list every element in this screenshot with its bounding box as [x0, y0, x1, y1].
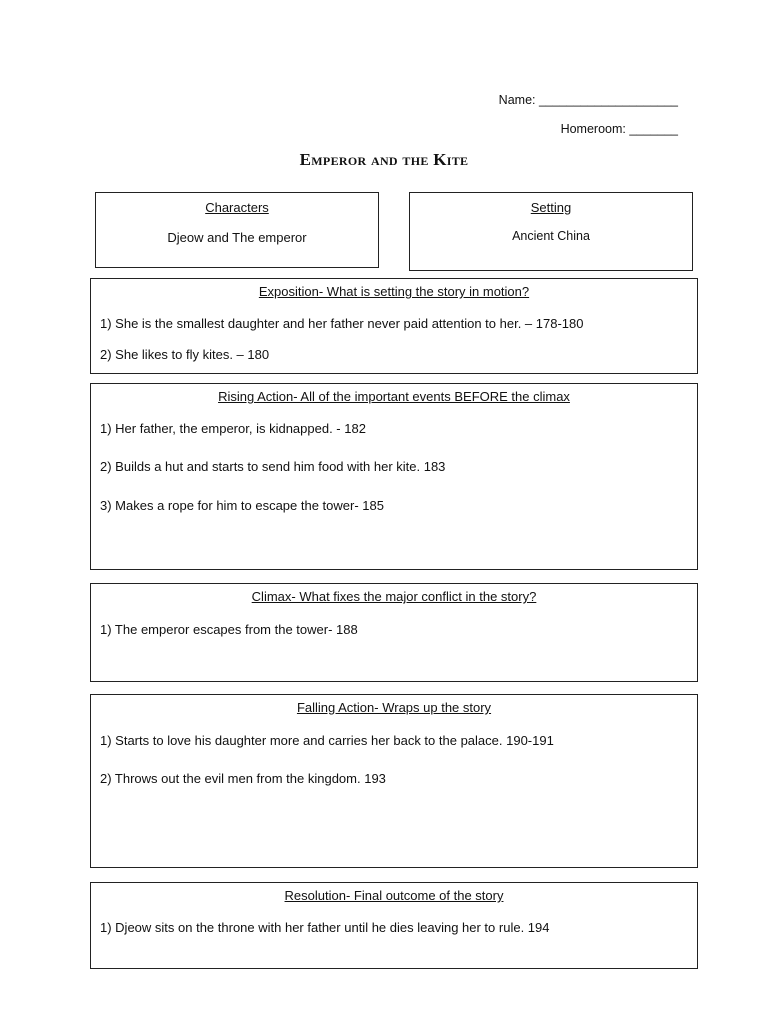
falling-action-box: [90, 694, 698, 868]
characters-heading: Characters: [205, 200, 269, 215]
worksheet-title: Emperor and the Kite: [299, 150, 469, 169]
exposition-item: 1) She is the smallest daughter and her father never paid attention to her. – 178-180: [100, 316, 584, 331]
name-field-line: Name: ____________________: [498, 93, 678, 107]
characters-value: Djeow and The emperor: [167, 230, 307, 245]
exposition-heading: Exposition- What is setting the story in motion?: [258, 284, 530, 299]
resolution-item: 1) Djeow sits on the throne with her father until he dies leaving her to rule. 194: [100, 920, 550, 935]
resolution-heading: Resolution- Final outcome of the story: [284, 888, 504, 903]
falling-action-item: 1) Starts to love his daughter more and carries her back to the palace. 190-191: [100, 733, 554, 748]
homeroom-field-line: Homeroom: _______: [560, 122, 678, 136]
resolution-box: [90, 882, 698, 969]
setting-heading: Setting: [530, 200, 572, 215]
exposition-box: [90, 278, 698, 374]
climax-item: 1) The emperor escapes from the tower- 188: [100, 622, 358, 637]
climax-heading: Climax- What fixes the major conflict in the story?: [251, 589, 537, 604]
rising-action-item: 1) Her father, the emperor, is kidnapped. - 182: [100, 421, 366, 436]
rising-action-box: [90, 383, 698, 570]
rising-action-item: 2) Builds a hut and starts to send him food with her kite. 183: [100, 459, 446, 474]
rising-action-item: 3) Makes a rope for him to escape the tower- 185: [100, 498, 384, 513]
rising-action-heading: Rising Action- All of the important events BEFORE the climax: [218, 389, 570, 404]
falling-action-item: 2) Throws out the evil men from the kingdom. 193: [100, 771, 386, 786]
setting-value: Ancient China: [512, 229, 590, 243]
exposition-item: 2) She likes to fly kites. – 180: [100, 347, 270, 362]
characters-box: [95, 192, 379, 268]
setting-box: [409, 192, 693, 271]
falling-action-heading: Falling Action- Wraps up the story: [296, 700, 492, 715]
climax-box: [90, 583, 698, 682]
